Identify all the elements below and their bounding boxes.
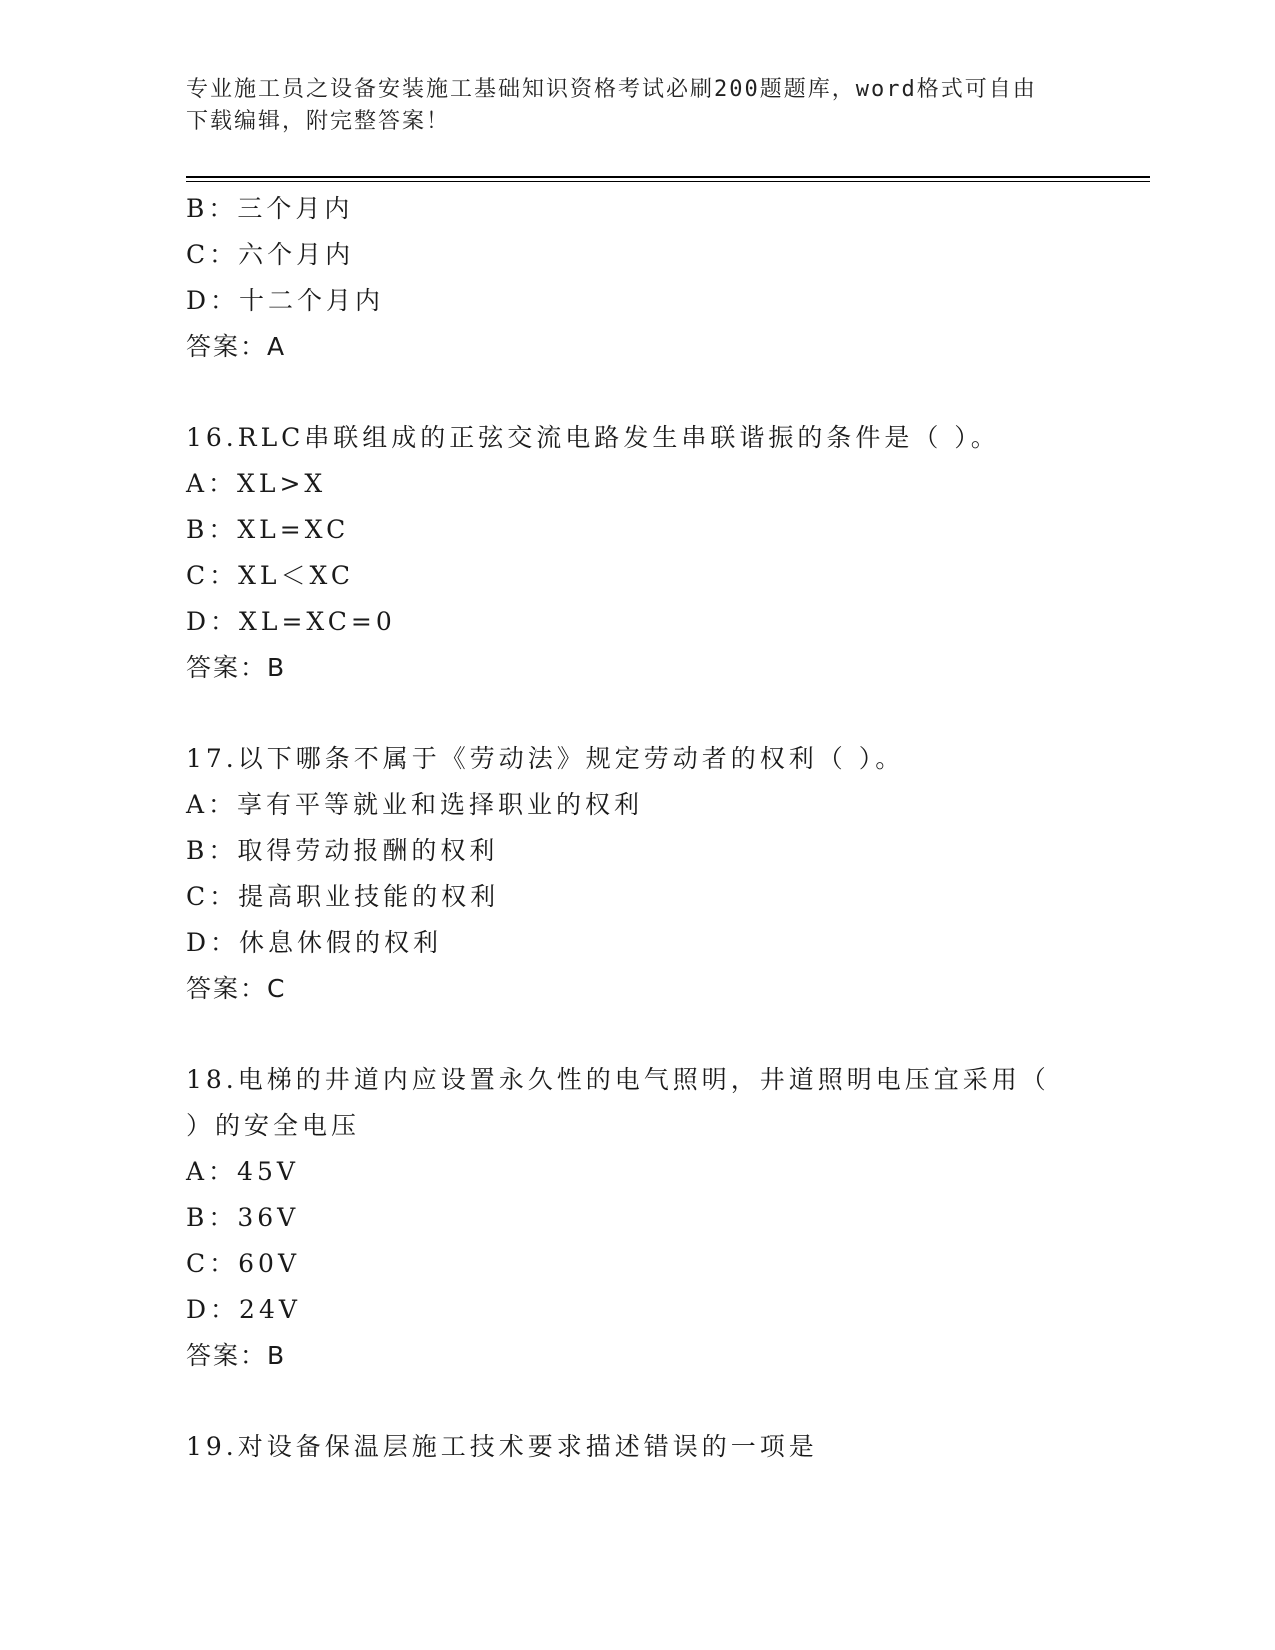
question-stem: 16.RLC串联组成的正弦交流电路发生串联谐振的条件是（ ）。: [186, 423, 1000, 452]
answer-line: 答案：C: [186, 974, 287, 1003]
option-c: C：XL＜XC: [186, 561, 355, 590]
option-b: B：三个月内: [186, 194, 354, 223]
option-b: B：取得劳动报酬的权利: [186, 836, 499, 865]
option-b: B：XL=XC: [186, 515, 350, 544]
option-d: D：XL=XC=0: [186, 607, 396, 636]
question-list: [186, 186, 1066, 1470]
option-d: D：24V: [186, 1295, 301, 1324]
spacer: [186, 1379, 1066, 1424]
option-a: A：XL>X: [186, 469, 327, 498]
option-c: C：提高职业技能的权利: [186, 882, 500, 911]
header-line-2: 下载编辑，附完整答案！: [186, 109, 451, 134]
question-18: [186, 1057, 1066, 1379]
spacer: [186, 1012, 1066, 1057]
option-b: B：36V: [186, 1203, 300, 1232]
question-stem: 19.对设备保温层施工技术要求描述错误的一项是: [186, 1432, 818, 1461]
spacer: [186, 370, 1066, 415]
question-16: [186, 415, 1066, 691]
option-d: D：十二个月内: [186, 286, 385, 315]
question-stem-line-1: 18.电梯的井道内应设置永久性的电气照明，井道照明电压宜采用（: [186, 1065, 1050, 1094]
option-a: A：享有平等就业和选择职业的权利: [186, 790, 644, 819]
header-rule-thin: [186, 181, 1150, 182]
header-rule-thick: [186, 176, 1150, 178]
question-stem: 17.以下哪条不属于《劳动法》规定劳动者的权利（ ）。: [186, 744, 905, 773]
question-stem-line-2: ）的安全电压: [186, 1111, 361, 1140]
header-line-1: 专业施工员之设备安装施工基础知识资格考试必刷200题题库，word格式可自由: [186, 77, 1037, 102]
option-d: D：休息休假的权利: [186, 928, 443, 957]
option-c: C：60V: [186, 1249, 300, 1278]
spacer: [186, 691, 1066, 736]
answer-line: 答案：B: [186, 653, 287, 682]
question-15-tail: [186, 186, 1066, 370]
question-19: [186, 1424, 1066, 1470]
answer-line: 答案：A: [186, 332, 287, 361]
question-17: [186, 736, 1066, 1012]
answer-line: 答案：B: [186, 1341, 287, 1370]
option-c: C：六个月内: [186, 240, 355, 269]
document-header: [186, 74, 1066, 138]
option-a: A：45V: [186, 1157, 299, 1186]
